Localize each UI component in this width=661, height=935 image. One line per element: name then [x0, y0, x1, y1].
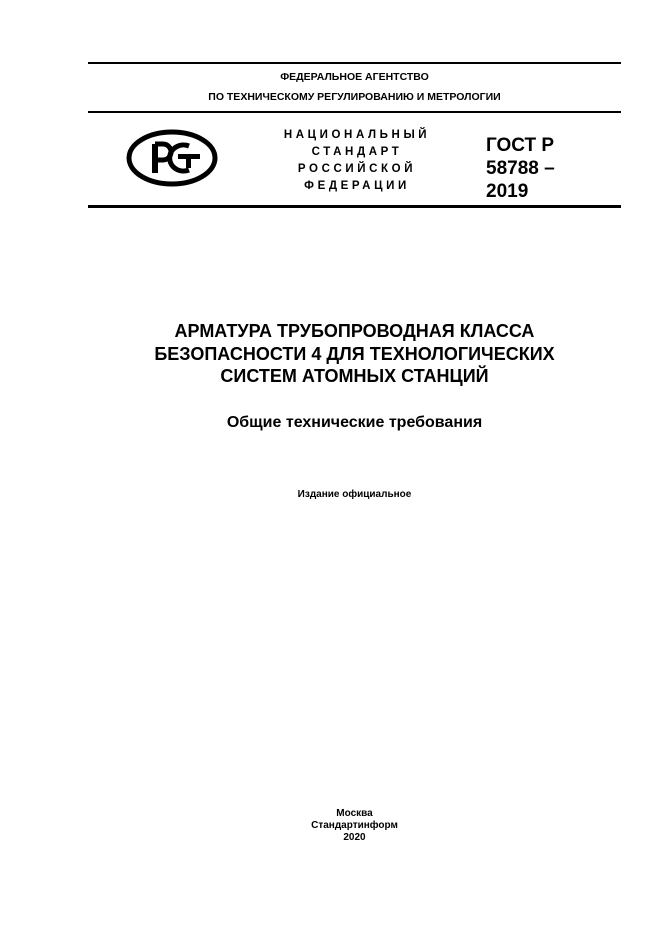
- title-line-1: АРМАТУРА ТРУБОПРОВОДНАЯ КЛАССА: [174, 321, 535, 341]
- header-bottom-rule: [88, 205, 621, 208]
- national-standard-line-3: РОССИЙСКОЙ: [297, 163, 417, 175]
- designation-line-3: 2019: [486, 181, 529, 202]
- edition-note: Издание официальное: [297, 489, 412, 500]
- imprint-city: Москва: [336, 808, 373, 819]
- header-rule: [88, 111, 621, 113]
- document-title: [88, 320, 621, 388]
- designation-line-2: 58788 –: [486, 158, 555, 179]
- standard-designation: [486, 134, 555, 203]
- designation-line-1: ГОСТ Р: [486, 135, 555, 156]
- national-standard-line-2: СТАНДАРТ: [311, 146, 403, 158]
- national-standard-label: [262, 127, 452, 195]
- document-subtitle: Общие технические требования: [226, 414, 483, 431]
- publisher-imprint: [88, 808, 621, 844]
- imprint-year: 2020: [343, 832, 366, 843]
- national-standard-line-4: ФЕДЕРАЦИИ: [304, 180, 410, 192]
- agency-name-line-1: ФЕДЕРАЛЬНОЕ АГЕНТСТВО: [280, 71, 429, 83]
- title-line-2: БЕЗОПАСНОСТИ 4 ДЛЯ ТЕХНОЛОГИЧЕСКИХ: [154, 343, 555, 364]
- title-line-3: СИСТЕМ АТОМНЫХ СТАНЦИЙ: [220, 366, 489, 386]
- imprint-publisher: Стандартинформ: [311, 820, 398, 831]
- agency-name-line-2: ПО ТЕХНИЧЕСКОМУ РЕГУЛИРОВАНИЮ И МЕТРОЛОГИИ: [208, 91, 501, 103]
- top-rule: [88, 62, 621, 64]
- rst-certification-mark-icon: [126, 129, 218, 187]
- national-standard-line-1: НАЦИОНАЛЬНЫЙ: [283, 129, 431, 141]
